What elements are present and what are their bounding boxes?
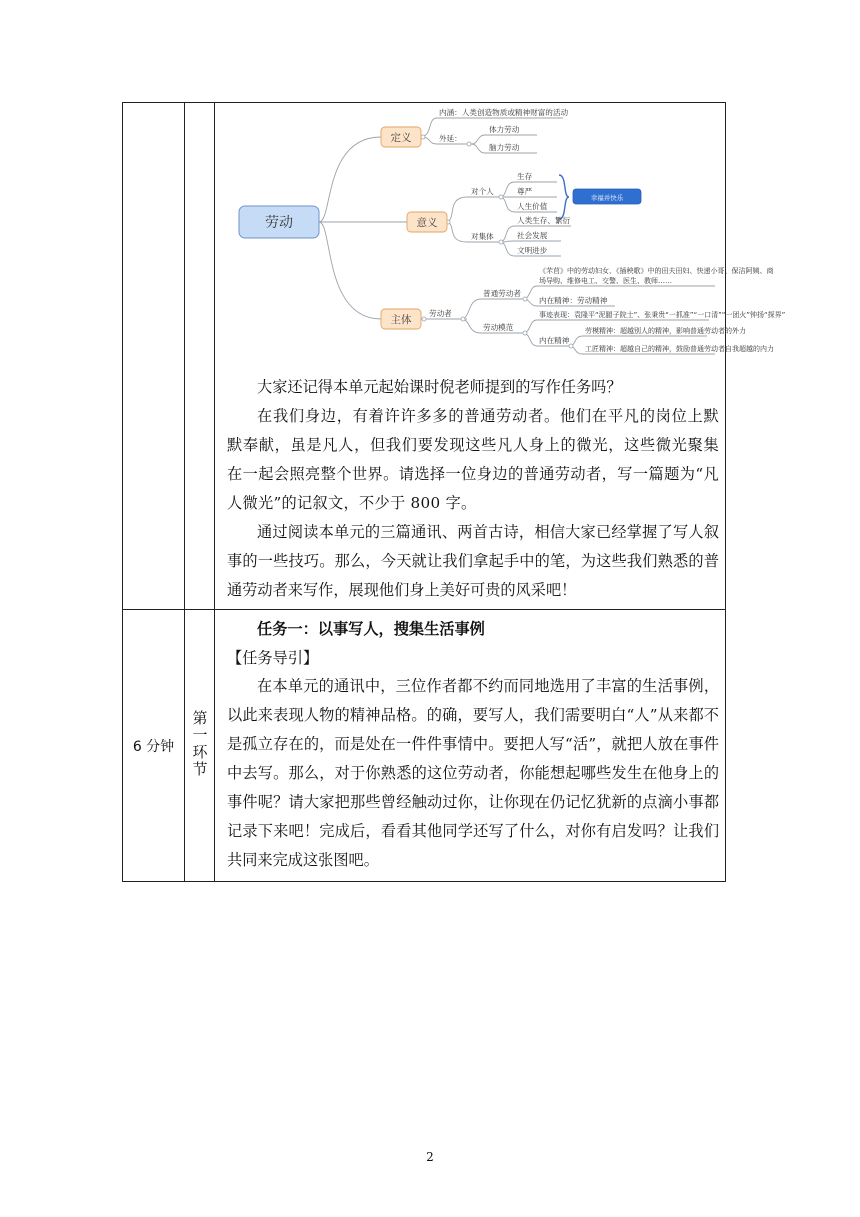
node-model-worker: 劳动模范 bbox=[483, 323, 514, 332]
node-physical-labor: 体力劳动 bbox=[489, 125, 520, 134]
branch-meaning: 意义 bbox=[416, 217, 438, 229]
node-craftsman-spirit: 工匠精神：超越自己的精神，鼓励普通劳动者自我超越的内力 bbox=[585, 345, 774, 353]
mindmap-root: 劳动 bbox=[265, 215, 293, 231]
task-guide-text: 在本单元的通讯中，三位作者都不约而同地选用了丰富的生活事例，以此来表现人物的精神品格。的确，要写人，我们需要明白“人”从来都不是孤立存在的，而是处在一件件事情中。要把人写“活”，就把人放在事件中去写。那么，对于你熟悉的这位劳动者，你能想起哪些发生在他身上的事件呢？请大家把那些曾经触动过你，让你现在仍记忆犹新的点滴小事都记录下来吧！完成后，看看其他同学还写了什么，对你有启发吗？让我们共同来完成这张图吧。 bbox=[227, 677, 719, 869]
stage-cell bbox=[185, 610, 215, 882]
node-social-development: 社会发展 bbox=[517, 231, 548, 240]
task-guide-heading: 【任务导引】 bbox=[227, 649, 319, 667]
labor-mind-map bbox=[223, 103, 786, 355]
node-model-spirit: 劳模精神：超越别人的精神，影响普通劳动者的外力 bbox=[585, 327, 746, 335]
node-ordinary-examples-1: 《芣苢》中的劳动妇女、《插秧歌》中的田夫田妇、快递小哥、保洁阿姨、商 bbox=[539, 267, 774, 275]
page-number: 2 bbox=[426, 1150, 434, 1164]
node-dignity: 尊严 bbox=[517, 187, 533, 196]
node-extension: 外延： bbox=[439, 134, 462, 143]
node-model-deeds: 事迹表现：袁隆平“泥腿子院士”、张秉贵“一抓准”“一口清”“一团火”钟扬“探界” bbox=[539, 311, 786, 319]
node-laborer: 劳动者 bbox=[429, 309, 452, 318]
meaning-tag: 幸福并快乐 bbox=[590, 194, 624, 202]
stage-label: 第一环节 bbox=[190, 709, 209, 778]
branch-subject: 主体 bbox=[390, 314, 412, 326]
writing-task-description: 在我们身边，有着许许多多的普通劳动者。他们在平凡的岗位上默默奉献，虽是凡人，但我们要发现这些凡人身上的微光，这些微光聚集在一起会照亮整个世界。请选择一位身边的普通劳动者，写一篇题为“凡人微光”的记叙文，不少于 800 字。 bbox=[227, 407, 719, 512]
node-inner-spirit: 内在精神 bbox=[539, 336, 570, 345]
table-row bbox=[123, 103, 726, 610]
node-life-value: 人生价值 bbox=[517, 202, 548, 211]
lesson-table bbox=[122, 102, 786, 882]
node-civilization: 文明进步 bbox=[517, 246, 548, 255]
node-human-survival: 人类生存、繁衍 bbox=[517, 216, 571, 225]
node-ordinary-examples-2: 场导购、维修电工、交警、医生、教师…… bbox=[539, 277, 672, 285]
writing-task-question: 大家还记得本单元起始课时倪老师提到的写作任务吗？ bbox=[257, 378, 622, 396]
table-row bbox=[123, 610, 726, 882]
time-cell-empty bbox=[123, 103, 185, 610]
duration-cell bbox=[123, 610, 185, 882]
step-cell-empty bbox=[185, 103, 215, 610]
node-ordinary-laborer: 普通劳动者 bbox=[483, 289, 521, 298]
duration-label: 6 分钟 bbox=[132, 738, 175, 755]
node-survival: 生存 bbox=[517, 172, 533, 181]
node-ordinary-spirit: 内在精神：劳动精神 bbox=[539, 296, 608, 305]
node-individual: 对个人 bbox=[471, 187, 494, 196]
task-cell bbox=[215, 610, 726, 882]
writing-task-encouragement: 通过阅读本单元的三篇通讯、两首古诗，相信大家已经掌握了写人叙事的一些技巧。那么，今天就让我们拿起手中的笔，为这些我们熟悉的普通劳动者来写作，展现他们身上美好可贵的风采吧！ bbox=[227, 523, 719, 599]
node-mental-labor: 脑力劳动 bbox=[489, 143, 520, 152]
node-connotation: 内涵：人类创造物质或精神财富的活动 bbox=[439, 108, 569, 117]
node-collective: 对集体 bbox=[471, 232, 494, 241]
branch-definition: 定义 bbox=[390, 132, 412, 144]
task-title: 任务一：以事写人，搜集生活事例 bbox=[257, 620, 485, 638]
content-cell bbox=[215, 103, 786, 610]
